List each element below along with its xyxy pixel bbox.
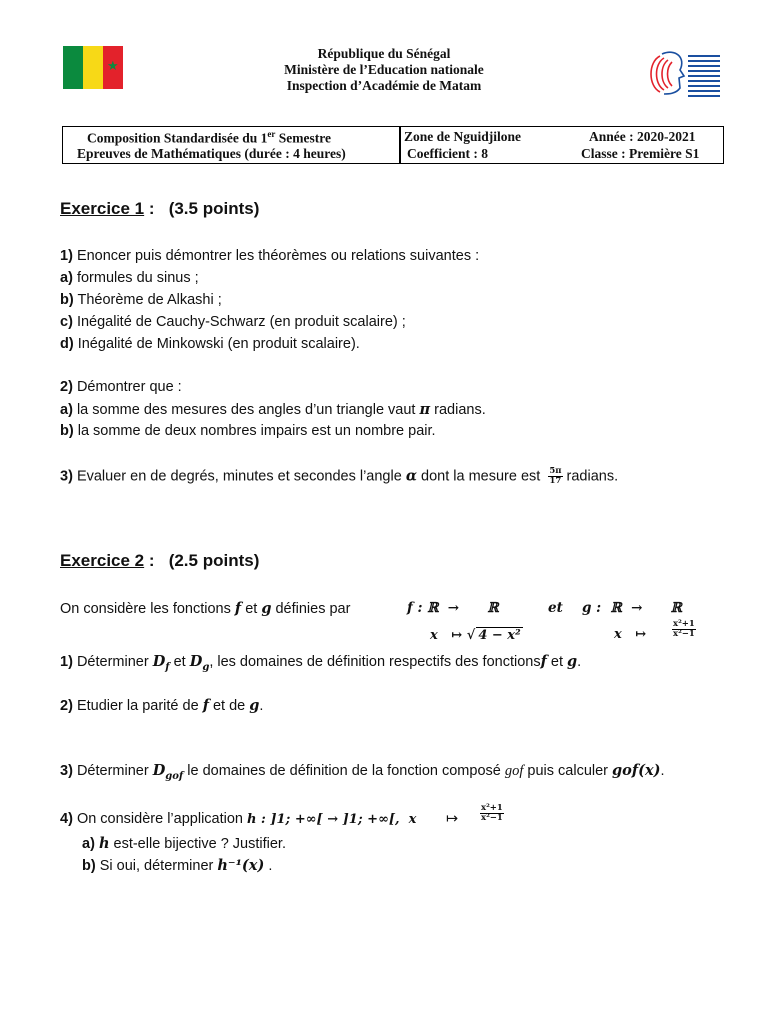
header-republic: République du Sénégal [317,46,451,61]
header-inspection: Inspection d’Académie de Matam [286,78,482,93]
ex1-q3: 3) Evaluer en de degrés, minutes et secondes l’angle α dont la mesure est $\frac{5\pi}{17}$ radians. [60,466,619,486]
ex1-q1-item-b: b) Théorème de Alkashi ; [60,292,222,308]
g-definition: g : ℝ → ℝ [582,600,682,616]
ex1-q1-item-a: a) formules du sinus ; [60,270,199,286]
g-fraction: $\frac{\text{x²+1}}{\text{x²−1}}$ [673,619,695,639]
zone-label: Zone de Nguidjilone [404,129,522,144]
epreuves-label: Epreuves de Mathématiques (durée : 4 heures) [77,146,346,161]
ex1-q2: 2) Démontrer que : [60,379,182,395]
classe-label: Classe : Première S1 [581,146,700,161]
ex2-q2: 2) Etudier la parité de f et de g. [60,697,264,714]
ex2-q3: 3) Déterminer $D_{gof}$ le domaines de définition de la fonction composé gof puis calculer gof(x). [60,762,665,782]
h-fraction: $\frac{\text{x²+1}}{\text{x²−1}}$ [481,803,503,823]
ex1-q3-fraction: $\frac{5\pi}{17}$ [549,466,562,486]
ex2-q4: 4) On considère l’application h : ]1; +∞[ → ]1; +∞[, x [60,811,417,827]
composition-label: Composition Standardisée du 1er Semestre [87,129,332,146]
h-mapping-arrow: ↦ [446,811,459,827]
et-connector: et [548,600,563,616]
ex2-q4-item-b: b) Si oui, déterminer h⁻¹(x) . [82,857,273,874]
ex2-q1: 1) Déterminer $D_f$ et $D_g$, les domaines de définition respectifs des fonctionsf et g. [60,653,582,673]
exam-info-box [62,126,724,164]
f-definition: f : ℝ → ℝ [407,600,499,616]
ex1-q2-item-a: a) la somme des mesures des angles d’un triangle vaut π radians. [60,401,486,418]
coefficient-label: Coefficient : 8 [407,146,488,161]
ex2-intro: On considère les fonctions f et g définies par [60,600,351,617]
exercise-2-title: Exercice 2 : (2.5 points) [60,551,260,570]
academy-logo-icon [646,50,722,98]
star-icon: ★ [107,58,119,73]
ex1-q1-item-c: c) Inégalité de Cauchy-Schwarz (en produit scalaire) ; [60,314,406,330]
box-divider [399,127,401,163]
exercise-1-title: Exercice 1 : (3.5 points) [60,199,260,218]
ex1-q2-item-b: b) la somme de deux nombres impairs est un nombre pair. [60,423,436,439]
g-mapping: x ↦ [614,627,647,642]
header-ministry: Ministère de l’Education nationale [284,62,484,77]
ex1-q1: 1) Enoncer puis démontrer les théorèmes ou relations suivantes : [60,248,480,264]
f-mapping: x ↦ √ 4 − x² [430,628,521,643]
ex1-q1-item-d: d) Inégalité de Minkowski (en produit scalaire). [60,336,360,352]
annee-label: Année : 2020-2021 [589,129,696,144]
ex2-q4-item-a: a) h est-elle bijective ? Justifier. [82,835,286,852]
